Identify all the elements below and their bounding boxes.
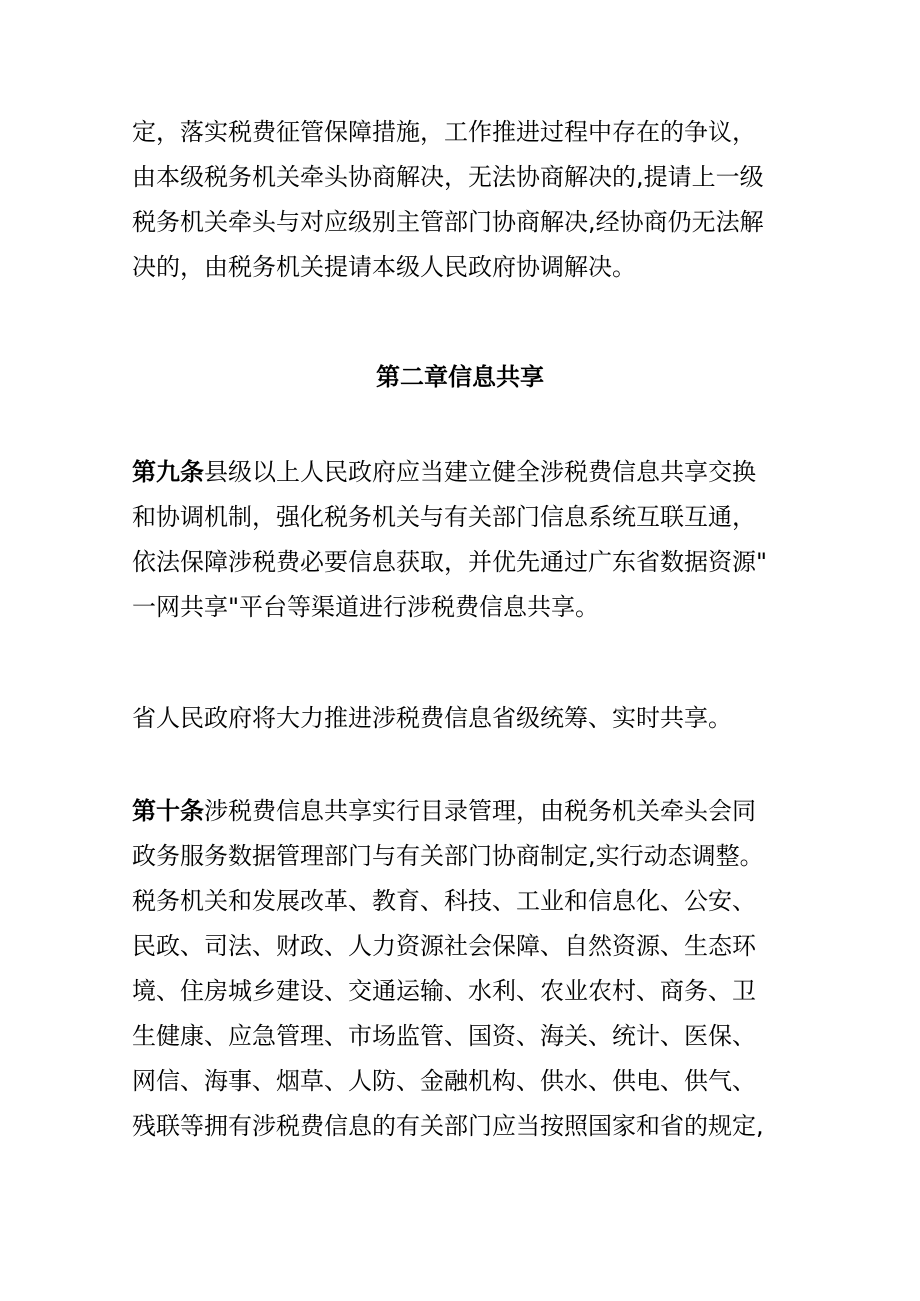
paragraph-line: 网信、海事、烟草、人防、金融机构、供水、供电、供气、 — [132, 1067, 756, 1095]
paragraph-line: 政务服务数据管理部门与有关部门协商制定,实行动态调整。 — [132, 842, 764, 870]
paragraph-line: 省人民政府将大力推进涉税费信息省级统筹、实时共享。 — [132, 704, 732, 732]
article-10-label: 第十条 — [132, 797, 204, 825]
article-9-first-line — [132, 450, 792, 495]
paragraph-line: 决的，由税务机关提请本级人民政府协调解决。 — [132, 253, 636, 281]
paragraph-line: 由本级税务机关牵头协商解决，无法协商解决的,提请上一级 — [132, 163, 764, 191]
province-paragraph — [132, 696, 792, 741]
paragraph-line: 税务机关和发展改革、教育、科技、工业和信息化、公安、 — [132, 887, 756, 915]
paragraph-line: 境、住房城乡建设、交通运输、水利、农业农村、商务、卫 — [132, 977, 756, 1005]
article-9-label: 第九条 — [132, 458, 204, 486]
paragraph-line: 依法保障涉税费必要信息获取，并优先通过广东省数据资源" — [132, 548, 768, 576]
article-9-first-line-text: 县级以上人民政府应当建立健全涉税费信息共享交换 — [204, 458, 756, 486]
paragraph-line: 税务机关牵头与对应级别主管部门协商解决,经协商仍无法解 — [132, 208, 764, 236]
paragraph-line: 生健康、应急管理、市场监管、国资、海关、统计、医保、 — [132, 1022, 756, 1050]
paragraph-line: 一网共享"平台等渠道进行涉税费信息共享。 — [132, 593, 600, 621]
article-10 — [132, 789, 792, 1149]
article-9 — [132, 450, 792, 630]
article-10-first-line-text: 涉税费信息共享实行目录管理，由税务机关牵头会同 — [204, 797, 756, 825]
paragraph-line: 定，落实税费征管保障措施，工作推进过程中存在的争议， — [132, 118, 756, 146]
paragraph-line: 残联等拥有涉税费信息的有关部门应当按照国家和省的规定, — [132, 1112, 764, 1140]
paragraph-continuation — [132, 110, 792, 290]
article-10-first-line — [132, 789, 792, 834]
chapter-title: 第二章信息共享 — [376, 363, 544, 391]
paragraph-line: 和协调机制，强化税务机关与有关部门信息系统互联互通， — [132, 503, 756, 531]
paragraph-line: 民政、司法、财政、人力资源社会保障、自然资源、生态环 — [132, 932, 756, 960]
